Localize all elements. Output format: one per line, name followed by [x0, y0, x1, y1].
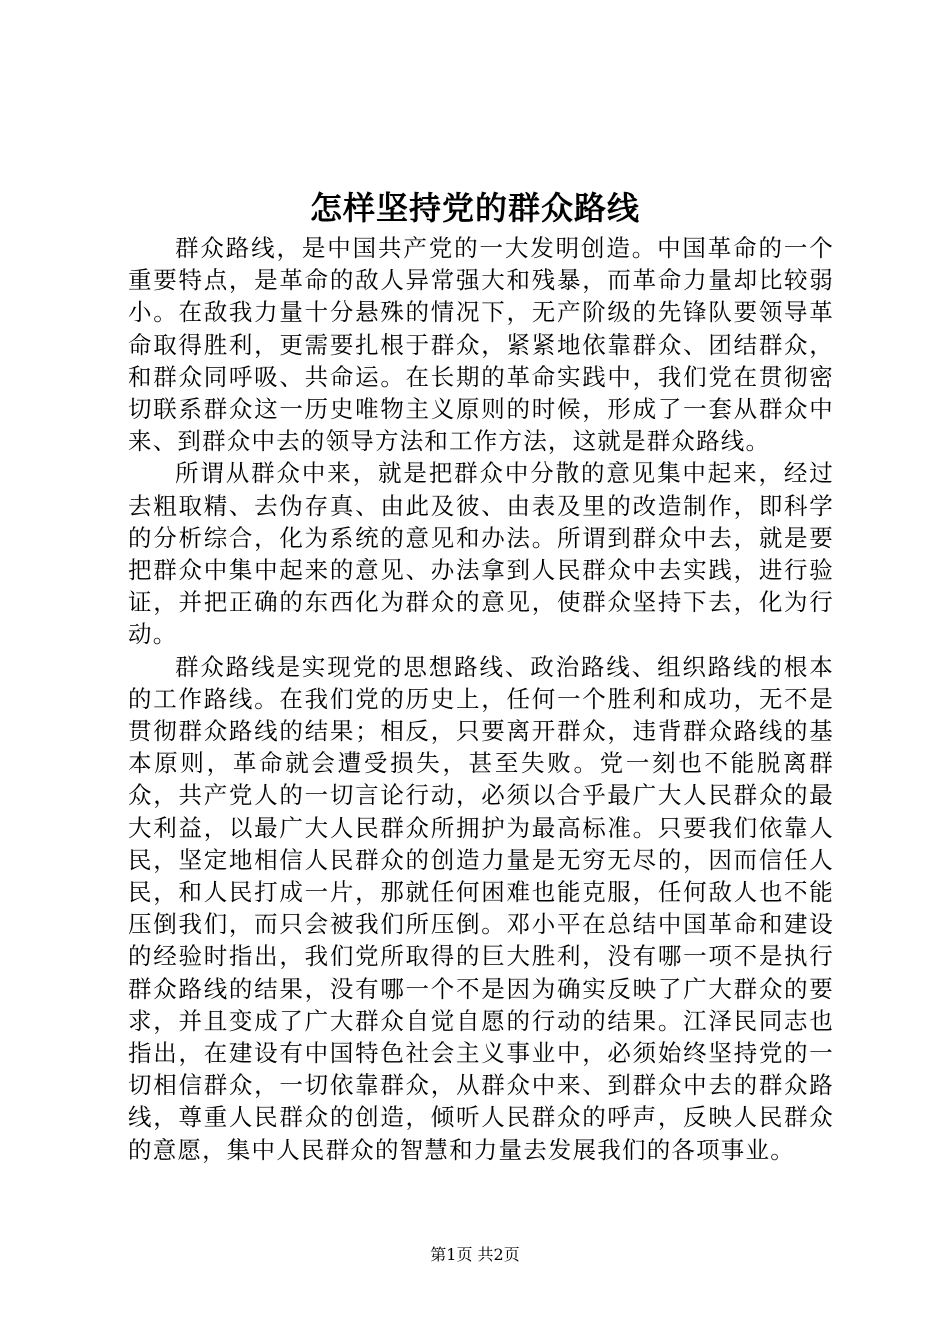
- paragraph-2: 所谓从群众中来，就是把群众中分散的意见集中起来，经过去粗取精、去伪存真、由此及彼、由表及里的改造制作，即科学的分析综合，化为系统的意见和办法。所谓到群众中去，就是要把群众中集中起来的意见、办法拿到人民群众中去实践，进行验证，并把正确的东西化为群众的意见，使群众坚持下去，化为行动。: [128, 459, 834, 649]
- paragraph-1: 群众路线，是中国共产党的一大发明创造。中国革命的一个重要特点，是革命的敌人异常强大和残暴，而革命力量却比较弱小。在敌我力量十分悬殊的情况下，无产阶级的先锋队要领导革命取得胜利，更需要扎根于群众，紧紧地依靠群众、团结群众，和群众同呼吸、共命运。在长期的革命实践中，我们党在贯彻密切联系群众这一历史唯物主义原则的时候，形成了一套从群众中来、到群众中去的领导方法和工作方法，这就是群众路线。: [128, 234, 834, 456]
- page-footer: 第1页 共2页: [430, 1245, 520, 1264]
- document-title: 怎样坚持党的群众路线: [309, 189, 640, 227]
- paragraph-3: 群众路线是实现党的思想路线、政治路线、组织路线的根本的工作路线。在我们党的历史上，任何一个胜利和成功，无不是贯彻群众路线的结果；相反，只要离开群众，违背群众路线的基本原则，革命就会遭受损失，甚至失败。党一刻也不能脱离群众，共产党人的一切言论行动，必须以合乎最广大人民群众的最大利益，以最广大人民群众所拥护为最高标准。只要我们依靠人民，坚定地相信人民群众的创造力量是无穷无尽的，因而信任人民，和人民打成一片，那就任何困难也能克服，任何敌人也不能压倒我们，而只会被我们所压倒。邓小平在总结中国革命和建设的经验时指出，我们党所取得的巨大胜利，没有哪一项不是执行群众路线的结果，没有哪一个不是因为确实反映了广大群众的要求，并且变成了广大群众自觉自愿的行动的结果。江泽民同志也指出，在建设有中国特色社会主义事业中，必须始终坚持党的一切相信群众，一切依靠群众，从群众中来、到群众中去的群众路线，尊重人民群众的创造，倾听人民群众的呼声，反映人民群众的意愿，集中人民群众的智慧和力量去发展我们的各项事业。: [128, 652, 834, 1164]
- document-body: [128, 232, 834, 1166]
